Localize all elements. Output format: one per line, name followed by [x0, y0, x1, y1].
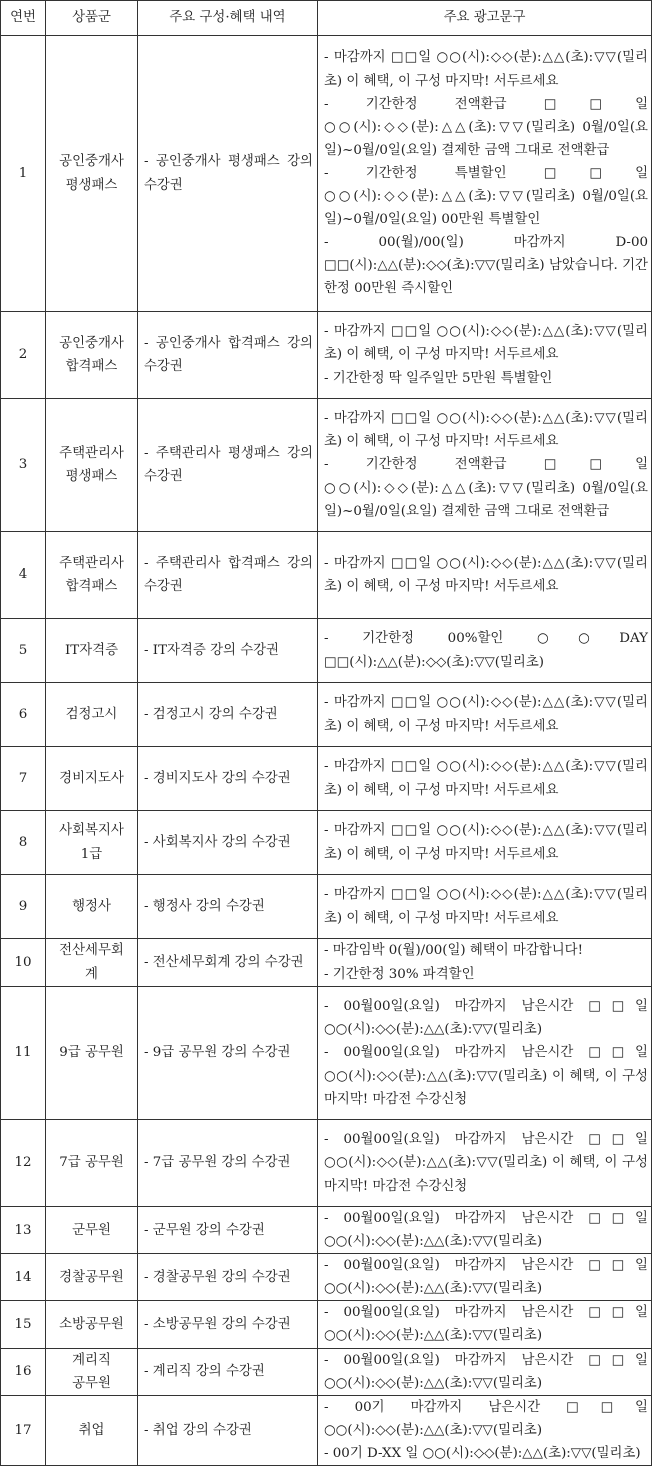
table-row [1, 1348, 652, 1395]
benefit-description: - 검정고시 강의 수강권 [138, 683, 318, 747]
table-row [1, 312, 652, 399]
product-group [46, 312, 138, 399]
ad-phrase: - 기간한정 특별할인 □□일 ○○(시):◇◇(분):△△(초):▽▽(밀리초) 0월/0일(요일)~0월/0일(요일) 00만원 특별할인 [324, 165, 648, 228]
row-number: 4 [1, 532, 46, 619]
benefit-description: - 공인중개사 평생패스 강의수강권 [138, 36, 318, 312]
table-row [1, 1301, 652, 1348]
benefit-description: - 계리직 강의 수강권 [138, 1348, 318, 1395]
ad-phrase: - 00(월)/00(일) 마감까지 D-00 □□(시):△△(분):◇◇(초):▽▽(밀리초) 남았습니다. 기간한정 00만원 즉시할인 [324, 235, 648, 297]
product-group-line: 9급 공무원 [59, 1045, 124, 1061]
table-row [1, 939, 652, 987]
table-row [1, 987, 652, 1120]
benefit-description: - 경찰공무원 강의 수강권 [138, 1254, 318, 1301]
ad-phrase: - 00기 D-XX 일 ○○(시):◇◇(분):△△(초):▽▽(밀리초) [324, 1445, 641, 1461]
product-group [46, 987, 138, 1120]
row-number: 9 [1, 875, 46, 939]
benefit-description: - 주택관리사 평생패스 강의 수강권 [138, 399, 318, 532]
product-group [46, 36, 138, 312]
row-number: 15 [1, 1301, 46, 1348]
ad-phrases [318, 939, 652, 987]
row-number: 10 [1, 939, 46, 987]
ad-phrase: - 마감까지 □□일 ○○(시):◇◇(분):△△(초):▽▽(밀리초) 이 혜택, 이 구성 마지막! 서두르세요 [324, 695, 648, 734]
ad-phrases [318, 747, 652, 811]
ad-phrase: - 기간한정 딱 일주일만 5만원 특별할인 [324, 370, 553, 386]
product-group-line: 계 [85, 966, 98, 982]
benefit-description: - 전산세무회계 강의 수강권 [138, 939, 318, 987]
product-group [46, 1348, 138, 1395]
row-number: 13 [1, 1207, 46, 1254]
product-group-line: 평생패스 [65, 469, 118, 484]
ad-phrase: - 마감까지 □□일 ○○(시):◇◇(분):△△(초):▽▽(밀리초) 이 혜택, 이 구성 마지막! 서두르세요 [324, 555, 648, 594]
product-group [46, 747, 138, 811]
table-row [1, 747, 652, 811]
table-row [1, 811, 652, 875]
product-group [46, 619, 138, 683]
benefit-description: - 공인중개사 합격패스 강의 수강권 [138, 312, 318, 399]
product-group-line: 7급 공무원 [59, 1155, 124, 1171]
product-group-line: 합격패스 [65, 579, 118, 594]
product-group-line: IT자격증 [64, 642, 119, 658]
product-group-line: 검정고시 [65, 706, 118, 722]
ad-phrases [318, 1120, 652, 1207]
product-group-line: 행정사 [72, 898, 111, 914]
ad-phrase: - 마감까지 □□일 ○○(시):◇◇(분):△△(초):▽▽(밀리초) 이 혜택, 이 구성 마지막! 서두르세요 [324, 411, 648, 450]
product-group-line: 주택관리사 [59, 445, 124, 461]
row-number: 6 [1, 683, 46, 747]
ad-phrases [318, 312, 652, 399]
ad-phrase: - 마감까지 □□일 ○○(시):◇◇(분):△△(초):▽▽(밀리초) 이 혜택, 이 구성 마지막! 서두르세요 [324, 324, 648, 363]
ad-phrases [318, 36, 652, 312]
product-group-line: 사회복지사 [59, 823, 124, 839]
product-group [46, 1207, 138, 1254]
row-number: 17 [1, 1395, 46, 1465]
ad-phrase: - 00월00일(요일) 마감까지 남은시간 □□일 ○○(시):◇◇(분):△△(초):▽▽(밀리초) 이 혜택, 이 구성 마지막! 마감전 수강신청 [324, 1045, 648, 1107]
product-group [46, 1120, 138, 1207]
product-group-line: 주택관리사 [59, 555, 124, 571]
ad-phrase: - 마감까지 □□일 ○○(시):◇◇(분):△△(초):▽▽(밀리초) 이 혜택, 이 구성 마지막! 서두르세요 [324, 759, 648, 798]
product-group-line: 평생패스 [65, 177, 118, 193]
product-group-line: 취업 [78, 1422, 105, 1438]
ad-phrase: - 기간한정 전액환급 □□일 ○○(시):◇◇(분):△△(초):▽▽(밀리초) 0월/0일(요일)~0월/0일(요일) 결제한 금액 그대로 전액환급 [324, 96, 648, 158]
product-group-line: 전산세무회 [59, 943, 124, 959]
product-group-line: 군무원 [72, 1222, 111, 1238]
table-row [1, 1254, 652, 1301]
row-number: 11 [1, 987, 46, 1120]
table-row [1, 532, 652, 619]
header-benefits: 주요 구성·혜택 내역 [138, 1, 318, 36]
ad-phrase: - 기간한정 30% 파격할인 [324, 966, 475, 982]
benefit-description: - 9급 공무원 강의 수강권 [138, 987, 318, 1120]
ad-phrase: - 00월00일(요일) 마감까지 남은시간 □□일 ○○(시):◇◇(분):△△(초):▽▽(밀리초) [324, 1211, 648, 1250]
product-group [46, 875, 138, 939]
row-number: 3 [1, 399, 46, 532]
ad-phrases [318, 1395, 652, 1465]
product-group-line: 공인중개사 [59, 154, 124, 170]
table-row [1, 1395, 652, 1465]
product-group-line: 공무원 [72, 1375, 111, 1391]
row-number: 1 [1, 36, 46, 312]
row-number: 12 [1, 1120, 46, 1207]
product-group [46, 939, 138, 987]
ad-phrase: - 00월00일(요일) 마감까지 남은시간 □□일 ○○(시):◇◇(분):△△(초):▽▽(밀리초) [324, 1305, 648, 1344]
benefit-description: - 주택관리사 합격패스 강의 수강권 [138, 532, 318, 619]
product-group [46, 1301, 138, 1348]
ad-phrases [318, 811, 652, 875]
table-body [1, 36, 652, 1466]
ad-phrase: - 00기 마감까지 남은시간 □□일 ○○(시):◇◇(분):△△(초):▽▽(밀리초) [324, 1399, 648, 1438]
product-group-line: 공인중개사 [59, 335, 124, 351]
benefit-description: - 경비지도사 강의 수강권 [138, 747, 318, 811]
table-row [1, 399, 652, 532]
table-row [1, 875, 652, 939]
ad-phrase: - 기간한정 00%할인 ○○DAY □□(시):△△(분):◇◇(초):▽▽(밀리초) [324, 631, 648, 670]
product-group [46, 811, 138, 875]
header-product-group: 상품군 [46, 1, 138, 36]
row-number: 2 [1, 312, 46, 399]
product-group [46, 399, 138, 532]
product-group-line: 1급 [80, 846, 103, 862]
ad-phrases [318, 532, 652, 619]
product-group-line: 합격패스 [65, 359, 118, 374]
product-group [46, 532, 138, 619]
table-row [1, 36, 652, 312]
benefit-description: - IT자격증 강의 수강권 [138, 619, 318, 683]
product-group-line: 소방공무원 [59, 1316, 124, 1332]
ad-phrase: - 마감까지 □□일 ○○(시):◇◇(분):△△(초):▽▽(밀리초) 이 혜택, 이 구성 마지막! 서두르세요 [324, 887, 648, 926]
ad-phrases [318, 1207, 652, 1254]
header-no: 연번 [1, 1, 46, 36]
table-row [1, 619, 652, 683]
product-group-line: 계리직 [72, 1352, 111, 1368]
table-row [1, 1207, 652, 1254]
row-number: 16 [1, 1348, 46, 1395]
ad-phrase: - 00월00일(요일) 마감까지 남은시간 □□일 ○○(시):◇◇(분):△△(초):▽▽(밀리초) [324, 1258, 648, 1297]
benefit-description: - 취업 강의 수강권 [138, 1395, 318, 1465]
product-group [46, 683, 138, 747]
row-number: 8 [1, 811, 46, 875]
ad-phrase: - 마감임박 0(월)/00(일) 혜택이 마감합니다! [324, 943, 583, 959]
benefit-description: - 7급 공무원 강의 수강권 [138, 1120, 318, 1207]
row-number: 5 [1, 619, 46, 683]
ad-phrases [318, 875, 652, 939]
product-group-line: 경찰공무원 [59, 1269, 124, 1285]
table-row [1, 1120, 652, 1207]
ad-phrase: - 00월00일(요일) 마감까지 남은시간 □□일 ○○(시):◇◇(분):△△(초):▽▽(밀리초) [324, 999, 648, 1038]
table-row [1, 683, 652, 747]
row-number: 14 [1, 1254, 46, 1301]
ad-phrases [318, 1254, 652, 1301]
benefit-description: - 소방공무원 강의 수강권 [138, 1301, 318, 1348]
ad-phrase: - 00월00일(요일) 마감까지 남은시간 □□일 ○○(시):◇◇(분):△△(초):▽▽(밀리초) [324, 1352, 648, 1391]
ad-phrases [318, 399, 652, 532]
ad-phrases [318, 1348, 652, 1395]
benefit-description: - 행정사 강의 수강권 [138, 875, 318, 939]
product-group [46, 1395, 138, 1465]
ad-phrase: - 기간한정 전액환급 □□일 ○○(시):◇◇(분):△△(초):▽▽(밀리초) 0월/0일(요일)~0월/0일(요일) 결제한 금액 그대로 전액환급 [324, 457, 648, 519]
header-row [1, 1, 652, 36]
ad-phrase: - 00월00일(요일) 마감까지 남은시간 □□일 ○○(시):◇◇(분):△△(초):▽▽(밀리초) 이 혜택, 이 구성 마지막! 마감전 수강신청 [324, 1132, 648, 1194]
product-group [46, 1254, 138, 1301]
ad-phrase: - 마감까지 □□일 ○○(시):◇◇(분):△△(초):▽▽(밀리초) 이 혜택, 이 구성 마지막! 서두르세요 [324, 50, 648, 89]
ad-phrases [318, 987, 652, 1120]
ad-phrases [318, 619, 652, 683]
ad-phrase: - 마감까지 □□일 ○○(시):◇◇(분):△△(초):▽▽(밀리초) 이 혜택, 이 구성 마지막! 서두르세요 [324, 823, 648, 862]
header-ad-phrases: 주요 광고문구 [318, 1, 652, 36]
ad-phrases [318, 1301, 652, 1348]
ad-phrases [318, 683, 652, 747]
row-number: 7 [1, 747, 46, 811]
benefit-description: - 사회복지사 강의 수강권 [138, 811, 318, 875]
product-group-line: 경비지도사 [59, 770, 124, 786]
benefit-description: - 군무원 강의 수강권 [138, 1207, 318, 1254]
